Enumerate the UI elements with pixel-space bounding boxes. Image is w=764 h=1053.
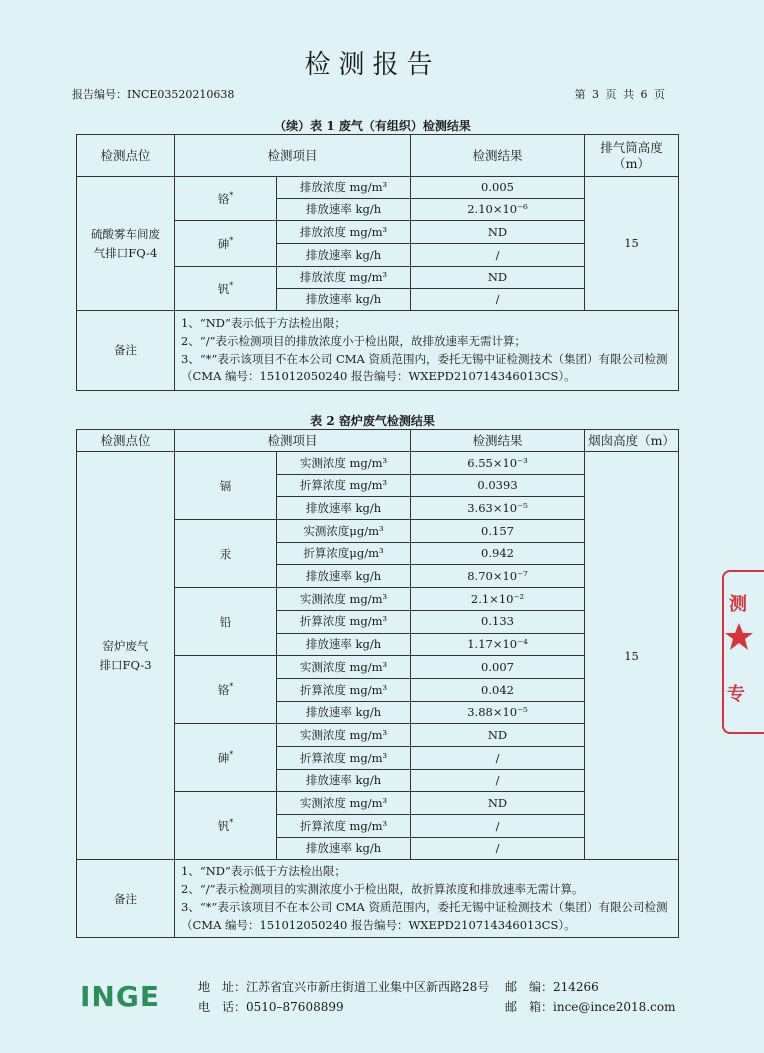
t2-item: 实测浓度 mg/m³: [277, 724, 411, 747]
t2-substance: 钒*: [175, 792, 277, 860]
t2-item: 排放速率 kg/h: [277, 497, 411, 520]
t2-header-item: 检测项目: [175, 430, 411, 452]
t2-item: 折算浓度 mg/m³: [277, 746, 411, 769]
t2-item: 排放速率 kg/h: [277, 565, 411, 588]
t2-value: ND: [411, 724, 585, 747]
t1-substance: 钒*: [175, 267, 277, 311]
footer-email: 邮 箱：ince@ince2018.com: [505, 1000, 676, 1014]
t2-item: 排放速率 kg/h: [277, 633, 411, 656]
t2-height: 15: [585, 452, 679, 860]
t2-value: 6.55×10⁻³: [411, 452, 585, 475]
t2-value: 0.007: [411, 656, 585, 679]
t2-header-location: 检测点位: [77, 430, 175, 452]
footer-address: 地 址：江苏省宜兴市新庄街道工业集中区新西路28号: [198, 980, 490, 994]
t2-substance: 砷*: [175, 724, 277, 792]
t1-notes: [175, 311, 679, 391]
note-line: 3、“*”表示该项目不在本公司 CMA 资质范围内，委托无锡中证检测技术（集团）有限公司检测（CMA 编号：151012050240 报告编号：WXEPD210714346013CS）。: [181, 899, 668, 932]
t2-substance: 铅: [175, 588, 277, 656]
t1-substance: 砷*: [175, 221, 277, 267]
t2-value: /: [411, 746, 585, 769]
t2-value: 1.17×10⁻⁴: [411, 633, 585, 656]
t1-item: 排放速率 kg/h: [277, 199, 411, 221]
t2-value: 0.0393: [411, 474, 585, 497]
t2-location: 窑炉废气排口FQ-3: [77, 452, 175, 860]
t2-item: 折算浓度 mg/m³: [277, 678, 411, 701]
t2-value: 0.133: [411, 610, 585, 633]
page-info: 第 3 页 共 6 页: [574, 88, 665, 101]
stamp-char: 专: [727, 684, 745, 705]
t2-substance: 铬*: [175, 656, 277, 724]
t1-notes-label: 备注: [77, 311, 175, 391]
t2-header-result: 检测结果: [411, 430, 585, 452]
table2: [76, 429, 679, 938]
t1-item: 排放速率 kg/h: [277, 244, 411, 267]
t2-item: 折算浓度μg/m³: [277, 542, 411, 565]
t2-value: 3.88×10⁻⁵: [411, 701, 585, 724]
t1-substance: 铬*: [175, 177, 277, 221]
report-number: 报告编号：INCE03520210638: [72, 88, 235, 101]
t2-value: /: [411, 815, 585, 838]
t1-item: 排放浓度 mg/m³: [277, 267, 411, 289]
t2-value: 3.63×10⁻⁵: [411, 497, 585, 520]
table2-caption: 表 2 窑炉废气检测结果: [310, 414, 435, 428]
t2-item: 实测浓度 mg/m³: [277, 452, 411, 475]
t1-value: ND: [411, 221, 585, 244]
page-title: 检测报告: [304, 50, 441, 80]
footer-phone: 电 话：0510–87608899: [198, 1000, 344, 1014]
note-line: 1、“ND”表示低于方法检出限；: [181, 864, 346, 879]
t1-item: 排放浓度 mg/m³: [277, 177, 411, 199]
t2-item: 实测浓度 mg/m³: [277, 792, 411, 815]
t2-value: /: [411, 769, 585, 792]
t2-value: 8.70×10⁻⁷: [411, 565, 585, 588]
t1-value: ND: [411, 267, 585, 289]
t2-notes-label: 备注: [77, 860, 175, 938]
t2-value: 2.1×10⁻²: [411, 588, 585, 611]
t2-item: 实测浓度μg/m³: [277, 520, 411, 543]
stamp-star-icon: [724, 622, 754, 652]
footer-postcode: 邮 编：214266: [505, 980, 599, 994]
t2-header-height: 烟囱高度（m）: [585, 430, 679, 452]
t2-value: /: [411, 837, 585, 860]
table1: [76, 134, 679, 391]
t2-substance: 汞: [175, 520, 277, 588]
t1-value: /: [411, 244, 585, 267]
note-line: 2、“/”表示检测项目的实测浓度小于检出限，故折算浓度和排放速率无需计算。: [181, 882, 584, 897]
t2-item: 实测浓度 mg/m³: [277, 656, 411, 679]
t2-item: 排放速率 kg/h: [277, 769, 411, 792]
t1-value: 0.005: [411, 177, 585, 199]
inge-logo: INGE: [80, 980, 160, 1013]
t2-notes: [175, 860, 679, 938]
t1-header-height: 排气筒高度（m）: [585, 135, 679, 177]
stamp-char: 测: [729, 594, 747, 615]
note-line: 3、“*”表示该项目不在本公司 CMA 资质范围内，委托无锡中证检测技术（集团）有限公司检测（CMA 编号：151012050240 报告编号：WXEPD210714346013CS）。: [181, 351, 668, 384]
t1-header-result: 检测结果: [411, 135, 585, 177]
t2-item: 折算浓度 mg/m³: [277, 610, 411, 633]
t2-value: 0.157: [411, 520, 585, 543]
note-line: 2、“/”表示检测项目的排放浓度小于检出限，故排放速率无需计算；: [181, 333, 526, 348]
t2-substance: 镉: [175, 452, 277, 520]
t2-value: 0.042: [411, 678, 585, 701]
t1-header-location: 检测点位: [77, 135, 175, 177]
t1-item: 排放浓度 mg/m³: [277, 221, 411, 244]
t2-item: 折算浓度 mg/m³: [277, 815, 411, 838]
t2-value: ND: [411, 792, 585, 815]
table1-caption: （续）表 1 废气（有组织）检测结果: [274, 119, 471, 133]
t2-value: 0.942: [411, 542, 585, 565]
t2-item: 排放速率 kg/h: [277, 701, 411, 724]
t2-item: 排放速率 kg/h: [277, 837, 411, 860]
t1-header-item: 检测项目: [175, 135, 411, 177]
t1-value: /: [411, 289, 585, 311]
t1-value: 2.10×10⁻⁶: [411, 199, 585, 221]
t1-height: 15: [585, 177, 679, 311]
t2-item: 折算浓度 mg/m³: [277, 474, 411, 497]
t1-location: 硫酸雾车间废气排口FQ-4: [77, 177, 175, 311]
t1-item: 排放速率 kg/h: [277, 289, 411, 311]
note-line: 1、“ND”表示低于方法检出限；: [181, 315, 346, 330]
t2-item: 实测浓度 mg/m³: [277, 588, 411, 611]
